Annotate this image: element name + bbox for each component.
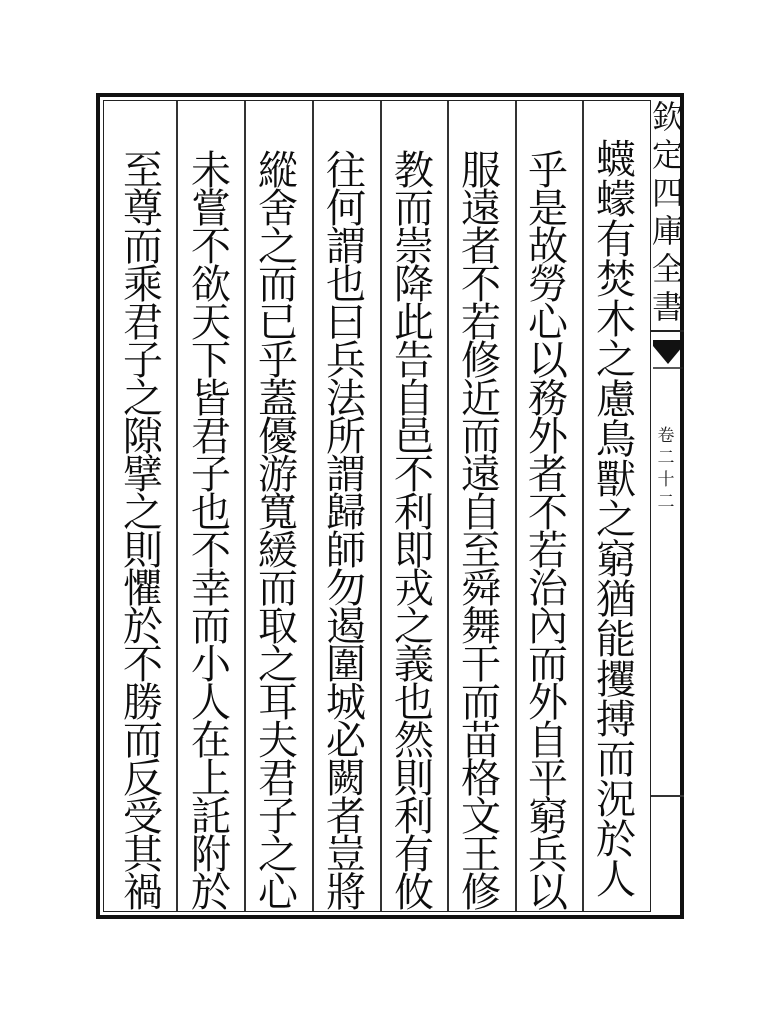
text-char: 至 [123,148,163,194]
text-char: 遏 [326,604,366,650]
text-char: 乘 [123,262,163,308]
text-char: 附 [191,832,231,878]
text-char: 格 [461,756,501,802]
text-char: 獸 [596,457,636,503]
text-char: 務 [528,376,568,422]
column-rule [582,101,584,911]
text-char: 法 [326,376,366,422]
text-char: 修 [461,338,501,384]
text-char: 於 [123,604,163,650]
book-title-char: 四 [651,174,684,212]
text-char: 搏 [596,697,636,743]
fishtail-mark-icon [652,338,684,372]
text-column-5 [315,148,377,916]
text-char: 則 [123,528,163,574]
text-char: 攫 [596,657,636,703]
text-column-2 [517,148,579,916]
text-char: 下 [191,338,231,384]
text-char: 利 [394,490,434,536]
text-char: 內 [528,604,568,650]
column-rule [380,101,382,911]
text-char: 乎 [528,148,568,194]
text-char: 必 [326,718,366,764]
text-char: 人 [191,680,231,726]
text-char: 教 [394,148,434,194]
text-char: 而 [123,224,163,270]
text-char: 何 [326,186,366,232]
text-char: 自 [528,718,568,764]
book-title-char: 全 [651,250,684,288]
text-char: 縱 [258,148,298,194]
text-char: 文 [461,794,501,840]
text-char: 故 [528,224,568,270]
text-char: 往 [326,148,366,194]
text-char: 之 [596,337,636,383]
text-char: 謂 [326,452,366,498]
text-char: 闕 [326,756,366,802]
text-char: 子 [191,452,231,498]
column-rule [312,101,314,911]
text-char: 遠 [461,186,501,232]
text-char: 不 [191,224,231,270]
juan-char: 十 [657,470,675,490]
text-char: 子 [123,338,163,384]
text-char: 嘗 [191,186,231,232]
text-char: 之 [258,642,298,688]
text-char: 有 [394,832,434,878]
text-char: 義 [394,642,434,688]
book-title-char: 欽 [651,98,684,136]
juan-char: 卷 [657,426,675,446]
text-char: 禍 [123,870,163,916]
text-char: 曰 [326,300,366,346]
text-char: 勞 [528,262,568,308]
text-char: 即 [394,528,434,574]
book-title-char: 定 [651,136,684,174]
text-char: 而 [596,737,636,783]
text-char: 皆 [191,376,231,422]
text-char: 而 [461,680,501,726]
text-char: 木 [596,297,636,343]
text-char: 擘 [123,452,163,498]
text-char: 而 [123,718,163,764]
text-char: 夫 [258,718,298,764]
text-char: 也 [326,262,366,308]
text-char: 若 [528,528,568,574]
book-title-char: 書 [651,288,684,326]
text-char: 而 [258,262,298,308]
text-char: 有 [596,217,636,263]
text-char: 之 [123,490,163,536]
text-char: 上 [191,756,231,802]
column-rule [244,101,246,911]
book-title [650,98,686,326]
text-char: 不 [528,490,568,536]
text-char: 君 [258,756,298,802]
text-char: 修 [461,870,501,916]
juan-char: 二 [657,492,675,512]
text-char: 蓋 [258,376,298,422]
text-char: 之 [123,376,163,422]
text-char: 不 [461,262,501,308]
text-char: 蠛 [596,137,636,183]
text-column-7 [180,148,242,916]
text-char: 尊 [123,186,163,232]
text-char: 兵 [528,832,568,878]
text-char: 蠓 [596,177,636,223]
text-char: 邑 [394,414,434,460]
text-char: 猶 [596,577,636,623]
text-char: 不 [191,528,231,574]
margin-lower-rule [651,795,684,797]
column-rule [447,101,449,911]
text-char: 城 [326,680,366,726]
text-char: 苗 [461,718,501,764]
text-char: 外 [528,680,568,726]
text-char: 師 [326,528,366,574]
text-char: 之 [258,832,298,878]
text-char: 勝 [123,680,163,726]
text-column-8 [112,148,174,916]
text-char: 鳥 [596,417,636,463]
text-char: 託 [191,794,231,840]
text-char: 寬 [258,490,298,536]
text-char: 干 [461,642,501,688]
text-char: 者 [528,452,568,498]
text-char: 而 [191,604,231,650]
text-char: 舜 [461,566,501,612]
text-char: 幸 [191,566,231,612]
text-char: 小 [191,642,231,688]
text-char: 治 [528,566,568,612]
text-char: 服 [461,148,501,194]
text-char: 君 [191,414,231,460]
text-char: 所 [326,414,366,460]
text-char: 豈 [326,832,366,878]
text-char: 取 [258,604,298,650]
text-column-3 [450,148,512,916]
text-char: 緩 [258,528,298,574]
text-char: 外 [528,414,568,460]
text-char: 歸 [326,490,366,536]
juan-number [655,425,677,513]
text-char: 是 [528,186,568,232]
text-char: 而 [528,642,568,688]
text-char: 舍 [258,186,298,232]
text-char: 於 [596,817,636,863]
text-char: 慮 [596,377,636,423]
text-char: 謂 [326,224,366,270]
text-char: 王 [461,832,501,878]
text-char: 優 [258,414,298,460]
text-char: 窮 [596,537,636,583]
text-char: 也 [394,680,434,726]
text-char: 者 [326,794,366,840]
text-char: 平 [528,756,568,802]
text-char: 利 [394,794,434,840]
text-char: 乎 [258,338,298,384]
text-char: 耳 [258,680,298,726]
text-char: 而 [461,414,501,460]
text-char: 在 [191,718,231,764]
text-char: 天 [191,300,231,346]
text-char: 而 [258,566,298,612]
text-char: 者 [461,224,501,270]
text-column-1 [585,137,647,903]
margin-divider [651,330,684,332]
text-char: 欲 [191,262,231,308]
text-char: 隙 [123,414,163,460]
text-char: 勿 [326,566,366,612]
text-char: 至 [461,528,501,574]
text-char: 人 [596,857,636,903]
text-char: 反 [123,756,163,802]
text-char: 不 [394,452,434,498]
text-char: 況 [596,777,636,823]
text-char: 於 [191,870,231,916]
text-char: 心 [528,300,568,346]
text-char: 則 [394,756,434,802]
text-char: 子 [258,794,298,840]
text-char: 君 [123,300,163,346]
text-char: 將 [326,870,366,916]
text-char: 懼 [123,566,163,612]
book-title-char: 庫 [651,212,684,250]
text-char: 而 [394,186,434,232]
text-char: 心 [258,870,298,916]
text-char: 崇 [394,224,434,270]
text-char: 之 [258,224,298,270]
text-char: 戎 [394,566,434,612]
text-char: 遠 [461,452,501,498]
text-char: 自 [461,490,501,536]
text-char: 游 [258,452,298,498]
text-char: 已 [258,300,298,346]
text-char: 未 [191,148,231,194]
text-char: 兵 [326,338,366,384]
text-char: 以 [528,338,568,384]
text-char: 也 [191,490,231,536]
text-char: 以 [528,870,568,916]
text-char: 降 [394,262,434,308]
text-char: 近 [461,376,501,422]
text-char: 焚 [596,257,636,303]
text-char: 此 [394,300,434,346]
text-char: 若 [461,300,501,346]
text-char: 然 [394,718,434,764]
text-char: 自 [394,376,434,422]
text-char: 告 [394,338,434,384]
juan-char: 二 [657,448,675,468]
column-rule [176,101,178,911]
text-char: 窮 [528,794,568,840]
text-char: 不 [123,642,163,688]
text-char: 其 [123,832,163,878]
text-char: 受 [123,794,163,840]
text-char: 能 [596,617,636,663]
text-char: 之 [394,604,434,650]
text-column-4 [383,148,445,916]
text-char: 攸 [394,870,434,916]
text-char: 之 [596,497,636,543]
text-char: 圍 [326,642,366,688]
text-char: 舞 [461,604,501,650]
text-column-6 [247,148,309,916]
